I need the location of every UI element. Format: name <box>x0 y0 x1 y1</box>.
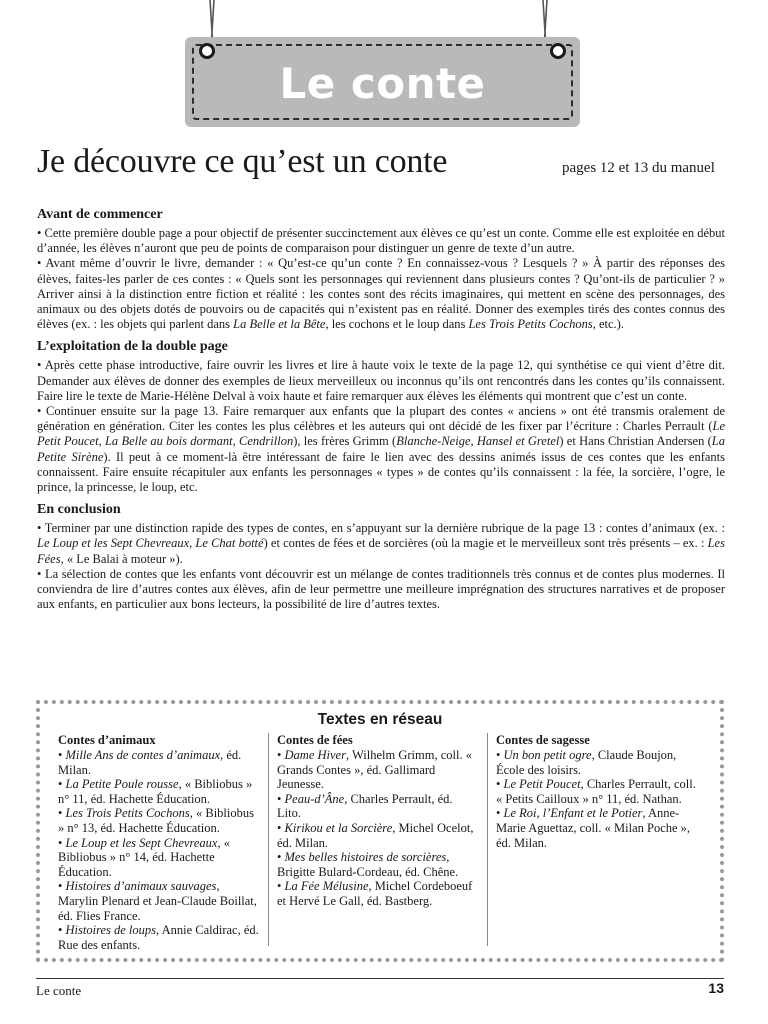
section-title: En conclusion <box>37 502 121 518</box>
book-list <box>496 748 698 850</box>
footer-chapter-name: Le conte <box>36 983 82 998</box>
book-reference: • Les Trois Petits Cochons, « Bibliobus » n° 13, éd. Hachette Éducation. <box>58 806 254 835</box>
grommet-left-icon <box>199 43 215 59</box>
grommet-right-icon <box>550 43 566 59</box>
paragraph: • Cette première double page a pour objectif de présenter succinctement aux élèves ce qu’est un conte. Comme elle est exploitée en début d’année, les élèves n’auront que peu de points de comparaison pour distinguer un genre de texte d’un autre. <box>37 226 725 256</box>
paragraph: • Continuer ensuite sur la page 13. Faire remarquer aux enfants que la plupart des contes « anciens » ont été transmis oralement de génération en génération. Citer les contes les plus célèbres et les auteurs qui ont décidé de les fixer par l’écriture : Charles Perrault (Le Petit Poucet, La Belle au bois dormant, Cendrillon), les frères Grimm (Blanche-Neige, Hansel et Gretel) et Hans Christian Andersen (La Petite Sirène). Il peut à ce moment-là être intéressant de faire le lien avec des dessins animés issus de ces contes que les enfants connaissent. Faire ensuite récapituler aux enfants les personnages « types » de contes qu’ils connaissent : la fée, la sorcière, l’ogre, le prince, la princesse, le loup, etc. <box>37 404 725 495</box>
book-reference: • Peau-d’Âne, Charles Perrault, éd. Lito. <box>277 791 453 821</box>
section-conclusion <box>37 501 725 612</box>
page-title: Je découvre ce qu’est un conte <box>37 143 448 180</box>
reading-network-box <box>36 700 724 962</box>
book-reference: • La Fée Mélusine, Michel Cordeboeuf et Hervé Le Gall, éd. Bastberg. <box>277 879 473 908</box>
column-animal-tales <box>58 733 268 952</box>
book-reference: • Histoires d’animaux sauvages, Marylin Plenard et Jean-Claude Boillat, éd. Flies France. <box>58 879 257 923</box>
column-wisdom-tales <box>487 733 706 946</box>
book-reference: • Kirikou et la Sorcière, Michel Ocelot, éd. Milan. <box>277 820 474 850</box>
book-reference: • Le Roi, l’Enfant et le Potier, Anne-Marie Aguettaz, coll. « Milan Poche », éd. Milan. <box>496 806 691 850</box>
column-fairy-tales <box>268 733 487 946</box>
book-reference: • Histoires de loups, Annie Caldirac, éd. Rue des enfants. <box>58 923 259 952</box>
book-reference: • Mille Ans de contes d’animaux, éd. Milan. <box>58 748 242 777</box>
section-title: Avant de commencer <box>37 207 163 222</box>
page-number: 13 <box>708 980 724 996</box>
book-list <box>277 748 479 909</box>
book-reference: • Dame Hiver, Wilhelm Grimm, coll. « Grands Contes », éd. Gallimard Jeunesse. <box>277 748 472 792</box>
section-exploitation <box>37 338 725 495</box>
book-reference: • Un bon petit ogre, Claude Boujon, École des loisirs. <box>496 748 677 777</box>
column-title: Contes de fées <box>277 733 353 747</box>
book-reference: • Mes belles histoires de sorcières, Brigitte Bulard-Cordeau, éd. Chêne. <box>277 850 459 879</box>
book-reference: • Le Petit Poucet, Charles Perrault, coll. « Petits Cailloux » n° 11, éd. Nathan. <box>496 777 696 806</box>
footer-divider <box>36 978 724 979</box>
network-title: Textes en réseau <box>317 711 443 728</box>
section-title: L’exploitation de la double page <box>37 339 228 355</box>
column-title: Contes de sagesse <box>496 733 590 747</box>
column-title: Contes d’animaux <box>58 733 156 747</box>
lesson-content <box>37 206 725 618</box>
paragraph: • Après cette phase introductive, faire ouvrir les livres et lire à haute voix le texte de la page 12, qui synthétise ce qui vient d’être dit. Demander aux élèves de donner des exemples de lieux merveilleux ou inconnus qu’ils ont rencontrés dans les contes qu’ils connaissent. Faire lire le texte de Marie-Hélène Delval à voix haute et faire remarquer aux élèves les éléments qui montrent que c’est un conte. <box>37 358 725 403</box>
paragraph: • Avant même d’ouvrir le livre, demander : « Qu’est-ce qu’un conte ? En connaissez-vous ? Lesquels ? » À partir des réponses des élèves, faites-les parler de ces contes : « Quels sont les personnages qui reviennent dans plusieurs contes ? Qu’ont-ils de particulier ? » Arriver ainsi à la distinction entre fiction et réalité : les contes sont des récits imaginaires, qui mettent en scène des personnages, des animaux ou des objets dotés de pouvoirs ou de capacités qui n’existent pas en réalité. Donner des exemples tirés des contes connus des élèves (ex. : les objets qui parlent dans La Belle et la Bête, les cochons et le loup dans Les Trois Petits Cochons, etc.). <box>37 256 725 332</box>
book-list <box>58 748 260 952</box>
sign-board <box>185 37 580 127</box>
section-before-starting <box>37 206 725 332</box>
paragraph: • La sélection de contes que les enfants vont découvrir est un mélange de contes traditionnels très connus et de contes plus modernes. Il conviendra de lire d’autres contes aux élèves, afin de leur permettre une meilleure imprégnation des structures narratives et de proposer aux enfants, en particulier aux bons lecteurs, la possibilité de lire d’autres textes. <box>37 566 725 612</box>
book-reference: • Le Loup et les Sept Chevreaux, « Bibliobus » n° 14, éd. Hachette Éducation. <box>58 835 230 879</box>
title-sign <box>0 0 768 135</box>
book-reference: • La Petite Poule rousse, « Bibliobus » n° 11, éd. Hachette Éducation. <box>58 777 253 806</box>
network-columns <box>40 733 720 952</box>
manual-page-reference: pages 12 et 13 du manuel <box>562 160 715 176</box>
chapter-title: Le conte <box>279 59 486 108</box>
paragraph: • Terminer par une distinction rapide des types de contes, en s’appuyant sur la dernière rubrique de la page 13 : contes d’animaux (ex. : Le Loup et les Sept Chevreaux, Le Chat botté) et contes de fées et de sorcières (où la magie et le merveilleux sont très présents – ex. : Les Fées, « Le Balai à moteur »). <box>37 521 725 566</box>
